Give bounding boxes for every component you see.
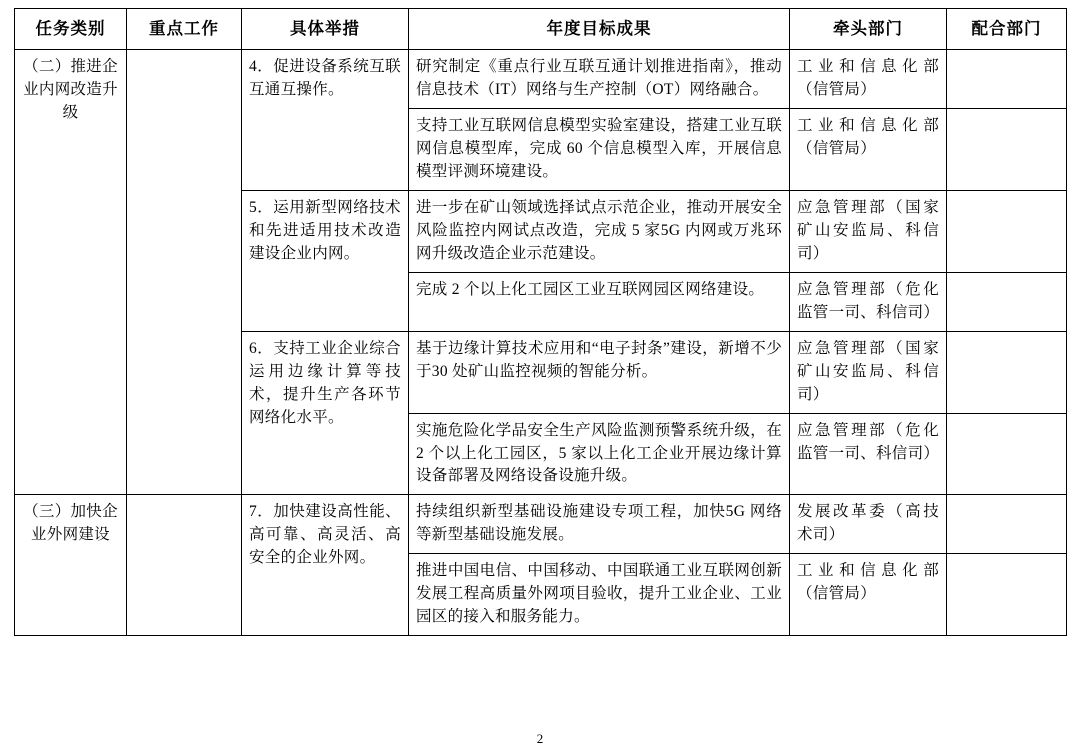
cell-annual-goal: 进一步在矿山领域选择试点示范企业，推动开展安全风险监控内网试点改造，完成 5 家5G 内网或万兆环网升级改造企业示范建设。 <box>409 191 790 273</box>
cell-annual-goal: 基于边缘计算技术应用和“电子封条”建设，新增不少于30 处矿山监控视频的智能分析。 <box>409 331 790 413</box>
cell-support-department <box>947 191 1067 273</box>
header-specific-measure: 具体举措 <box>242 9 409 50</box>
table-header-row <box>15 9 1067 50</box>
cell-specific-measure: 7．加快建设高性能、高可靠、高灵活、高安全的企业外网。 <box>242 495 409 636</box>
cell-support-department <box>947 272 1067 331</box>
cell-lead-department: 工业和信息化部（信管局） <box>790 109 947 191</box>
cell-specific-measure: 4．促进设备系统互联互通互操作。 <box>242 50 409 191</box>
cell-lead-department: 应急管理部（危化监管一司、科信司） <box>790 413 947 495</box>
cell-annual-goal: 实施危险化学品安全生产风险监测预警系统升级，在 2 个以上化工园区，5 家以上化工企业开展边缘计算设备部署及网络设备设施升级。 <box>409 413 790 495</box>
cell-lead-department: 发展改革委（高技术司） <box>790 495 947 554</box>
header-support-department: 配合部门 <box>947 9 1067 50</box>
cell-specific-measure: 5．运用新型网络技术和先进适用技术改造建设企业内网。 <box>242 191 409 332</box>
cell-lead-department: 工业和信息化部（信管局） <box>790 50 947 109</box>
cell-key-work <box>127 50 242 495</box>
table-body <box>15 50 1067 636</box>
cell-annual-goal: 研究制定《重点行业互联互通计划推进指南》，推动信息技术（IT）网络与生产控制（OT）网络融合。 <box>409 50 790 109</box>
header-lead-department: 牵头部门 <box>790 9 947 50</box>
cell-key-work <box>127 495 242 636</box>
cell-lead-department: 应急管理部（国家矿山安监局、科信司） <box>790 191 947 273</box>
cell-task-category: （二）推进企业内网改造升级 <box>15 50 127 495</box>
cell-lead-department: 应急管理部（危化监管一司、科信司） <box>790 272 947 331</box>
cell-support-department <box>947 331 1067 413</box>
cell-annual-goal: 完成 2 个以上化工园区工业互联网园区网络建设。 <box>409 272 790 331</box>
cell-support-department <box>947 554 1067 636</box>
table-row <box>15 50 1067 109</box>
cell-support-department <box>947 413 1067 495</box>
header-annual-goal: 年度目标成果 <box>409 9 790 50</box>
cell-support-department <box>947 495 1067 554</box>
cell-annual-goal: 持续组织新型基础设施建设专项工程，加快5G 网络等新型基础设施发展。 <box>409 495 790 554</box>
task-table <box>14 8 1067 636</box>
header-task-category: 任务类别 <box>15 9 127 50</box>
cell-annual-goal: 支持工业互联网信息模型实验室建设，搭建工业互联网信息模型库，完成 60 个信息模型入库，开展信息模型评测环境建设。 <box>409 109 790 191</box>
cell-support-department <box>947 50 1067 109</box>
header-key-work: 重点工作 <box>127 9 242 50</box>
cell-annual-goal: 推进中国电信、中国移动、中国联通工业互联网创新发展工程高质量外网项目验收，提升工业企业、工业园区的接入和服务能力。 <box>409 554 790 636</box>
cell-task-category: （三）加快企业外网建设 <box>15 495 127 636</box>
cell-specific-measure: 6．支持工业企业综合运用边缘计算等技术，提升生产各环节网络化水平。 <box>242 331 409 495</box>
page-number: 2 <box>536 731 544 746</box>
table-row <box>15 495 1067 554</box>
table-header <box>15 9 1067 50</box>
cell-support-department <box>947 109 1067 191</box>
cell-lead-department: 应急管理部（国家矿山安监局、科信司） <box>790 331 947 413</box>
cell-lead-department: 工业和信息化部（信管局） <box>790 554 947 636</box>
